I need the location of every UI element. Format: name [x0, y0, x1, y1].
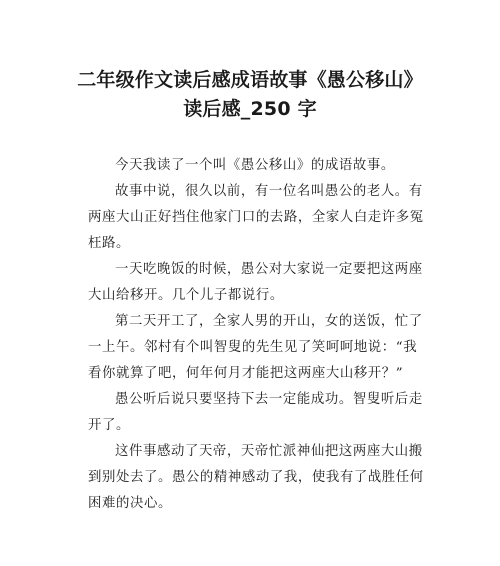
- paragraph-line: 愚公听后说只要坚持下去一定能成功。智叟听后走: [115, 392, 423, 407]
- paragraph-line: 困难的决心。: [88, 496, 172, 511]
- paragraph: [88, 387, 423, 439]
- paragraph-line: 大山给移开。几个儿子都说行。: [88, 288, 284, 303]
- paragraph: [88, 439, 424, 517]
- paragraph-line: 开了。: [88, 418, 130, 433]
- paragraph-line: 今天我读了一个叫《愚公移山》的成语故事。: [115, 158, 395, 173]
- paragraph-line: 枉路。: [88, 236, 130, 251]
- paragraph-line: 一天吃晚饭的时候，愚公对大家说一定要把这两座: [115, 262, 423, 277]
- paragraph-line: 第二天开工了，全家人男的开山，女的送饭，忙了: [115, 314, 423, 329]
- paragraph-line: 到别处去了。愚公的精神感动了我，使我有了战胜任何: [88, 470, 424, 485]
- paragraph: [88, 257, 423, 309]
- paragraph: [88, 179, 424, 257]
- paragraph-line: 看你就算了吧，何年何月才能把这两座大山移开？”: [88, 366, 404, 381]
- title-line: 读后感_250 字: [183, 98, 317, 120]
- title-line: 二年级作文读后感成语故事《愚公移山》: [77, 69, 423, 91]
- paragraph-line: 故事中说，很久以前，有一位名叫愚公的老人。有: [115, 184, 423, 199]
- paragraph-line: 两座大山正好挡住他家门口的去路，全家人白走许多冤: [88, 210, 424, 225]
- paragraph-line: 这件事感动了天帝，天帝忙派神仙把这两座大山搬: [115, 444, 423, 459]
- paragraph: [88, 309, 423, 387]
- paragraph: [88, 153, 420, 179]
- paragraph-line: 一上午。邻村有个叫智叟的先生见了笑呵呵地说：“我: [88, 340, 418, 355]
- document-body: [88, 153, 424, 517]
- document-title: [60, 66, 440, 124]
